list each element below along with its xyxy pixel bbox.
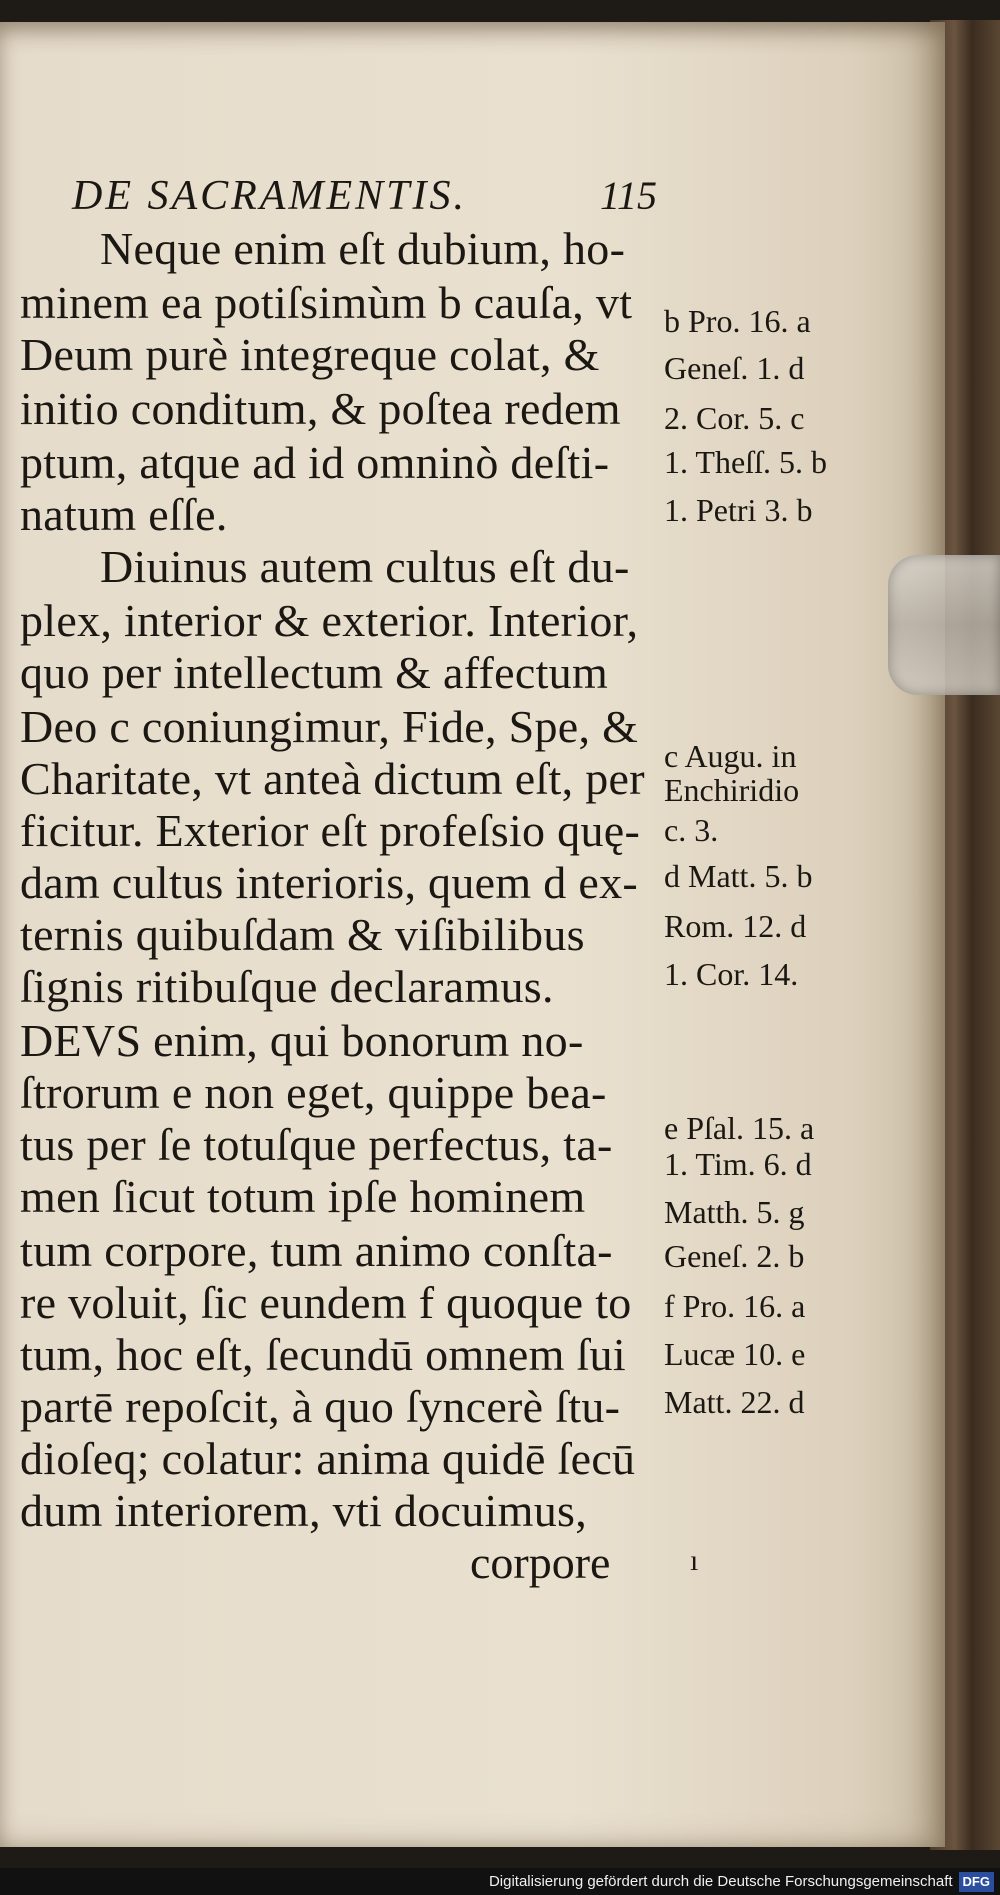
running-header: DE SACRAMENTIS. xyxy=(72,173,467,219)
body-line: ficitur. Exterior eſt profeſsio quę- xyxy=(20,805,641,856)
body-line: partē repoſcit, à quo ſyncerè ſtu- xyxy=(20,1381,621,1432)
margin-note: f Pro. 16. a xyxy=(664,1288,806,1324)
body-line: dum interiorem, vti docuimus, xyxy=(20,1485,588,1536)
page-number: 115 xyxy=(600,173,658,218)
body-line: Neque enim eſt dubium, ho- xyxy=(100,223,626,274)
body-line: Deo c coniungimur, Fide, Spe, & xyxy=(20,701,639,752)
margin-note: Geneſ. 2. b xyxy=(664,1238,805,1274)
body-line: Diuinus autem cultus eſt du- xyxy=(100,541,630,592)
margin-note: 1. Petri 3. b xyxy=(664,492,813,528)
body-line: DEVS enim, qui bonorum no- xyxy=(20,1015,584,1066)
footer-credit: Digitalisierung gefördert durch die Deutsche Forschungsgemeinschaft xyxy=(488,1873,953,1890)
ink-mark: ı xyxy=(690,1544,699,1577)
page-clip xyxy=(888,555,1000,695)
body-line: re voluit, ſic eundem f quoque to xyxy=(20,1277,632,1328)
margin-note: c Augu. in xyxy=(664,738,797,774)
body-line: natum eſſe. xyxy=(20,489,228,540)
footer-bar xyxy=(0,1868,1000,1895)
body-line: ſignis ritibuſque declaramus. xyxy=(20,961,554,1012)
margin-note: 2. Cor. 5. c xyxy=(664,400,805,436)
dfg-logo: DFG xyxy=(959,1872,994,1892)
margin-note: Matth. 5. g xyxy=(664,1194,805,1230)
margin-note: 1. Theſſ. 5. b xyxy=(664,444,827,480)
body-line: tum corpore, tum animo conſta- xyxy=(20,1225,613,1276)
margin-note: b Pro. 16. a xyxy=(664,303,811,339)
margin-note: Lucæ 10. e xyxy=(664,1336,806,1372)
margin-note: d Matt. 5. b xyxy=(664,858,813,894)
body-line: men ſicut totum ipſe hominem xyxy=(20,1171,586,1222)
margin-note: Enchiridio xyxy=(664,772,800,808)
body-line: tum, hoc eſt, ſecundū omnem ſui xyxy=(20,1329,626,1380)
body-line: tus per ſe totuſque perfectus, ta- xyxy=(20,1119,613,1170)
margin-note: 1. Cor. 14. xyxy=(664,956,799,992)
margin-note: 1. Tim. 6. d xyxy=(664,1146,812,1182)
margin-note: Geneſ. 1. d xyxy=(664,350,805,386)
body-line: quo per intellectum & affectum xyxy=(20,647,609,698)
margin-note: Rom. 12. d xyxy=(664,908,807,944)
body-line: Charitate, vt anteà dictum eſt, per xyxy=(20,753,645,804)
margin-note: Matt. 22. d xyxy=(664,1384,805,1420)
body-line: dam cultus interioris, quem d ex- xyxy=(20,857,638,908)
body-line: dioſeq; colatur: anima quidē ſecū xyxy=(20,1433,636,1484)
body-line: minem ea potiſsimùm b cauſa, vt xyxy=(20,277,633,328)
body-line: initio conditum, & poſtea redem xyxy=(20,383,621,434)
body-line: ſtrorum e non eget, quippe bea- xyxy=(20,1067,607,1118)
catchword: corpore xyxy=(470,1537,611,1588)
body-line: ternis quibuſdam & viſibilibus xyxy=(20,909,585,960)
margin-note: e Pſal. 15. a xyxy=(664,1110,815,1146)
body-line: Deum purè integreque colat, & xyxy=(20,329,600,380)
body-line: ptum, atque ad id omninò deſti- xyxy=(20,437,610,488)
margin-note: c. 3. xyxy=(664,812,719,848)
body-line: plex, interior & exterior. Interior, xyxy=(20,595,639,646)
